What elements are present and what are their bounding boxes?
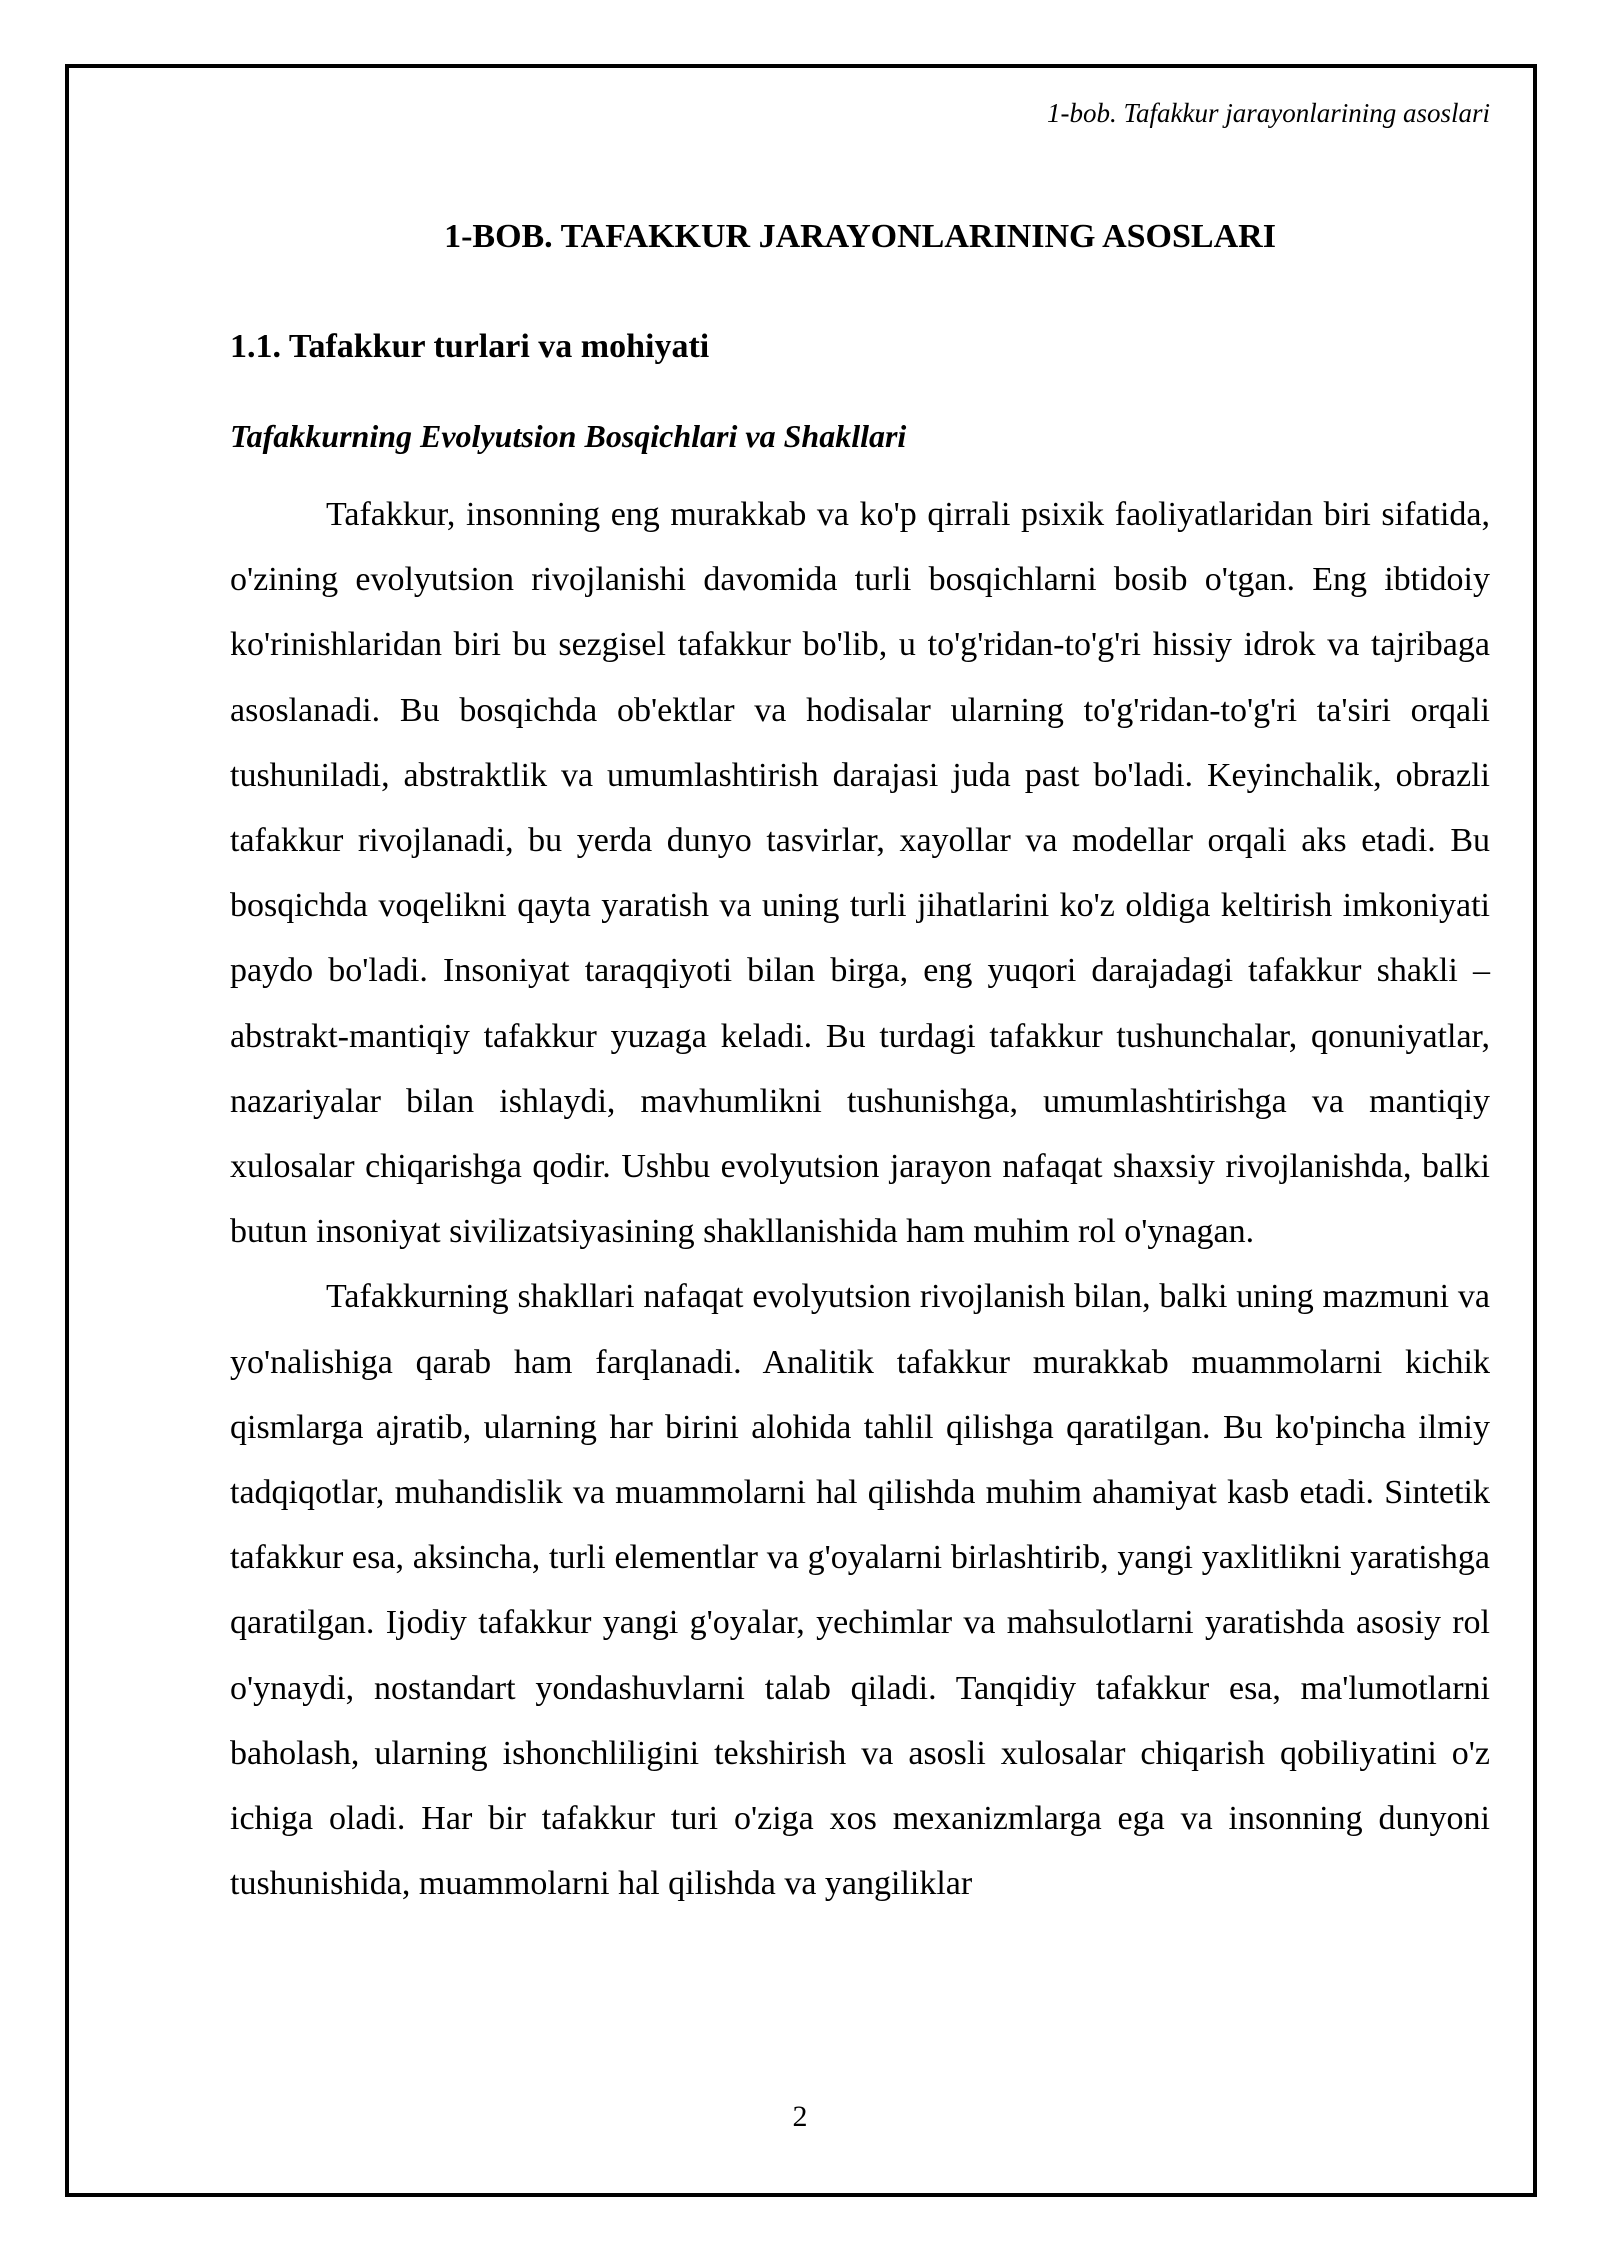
section-title: 1.1. Tafakkur turlari va mohiyati [230,328,710,365]
body-text [230,482,1490,1916]
chapter-title: 1-BOB. TAFAKKUR JARAYONLARINING ASOSLARI [444,218,1276,255]
running-header: 1-bob. Tafakkur jarayonlarining asoslari [1046,98,1490,128]
paragraph-2: Tafakkurning shakllari nafaqat evolyutsion rivojlanish bilan, balki uning mazmuni va yo'nalishiga qarab ham farqlanadi. Analitik tafakkur murakkab muammolarni kichik qismlarga ajratib, ularning har birini alohida tahlil qilishga qaratilgan. Bu ko'pincha ilmiy tadqiqotlar, muhandislik va muammolarni hal qilishda muhim ahamiyat kasb etadi. Sintetik tafakkur esa, aksincha, turli elementlar va g'oyalarni birlashtirib, yangi yaxlitlikni yaratishga qaratilgan. Ijodiy tafakkur yangi g'oyalar, yechimlar va mahsulotlarni yaratishda asosiy rol o'ynaydi, nostandart yondashuvlarni talab qiladi. Tanqidiy tafakkur esa, ma'lumotlarni baholash, ularning ishonchliligini tekshirish va asosli xulosalar chiqarish qobiliyatini o'z ichiga oladi. Har bir tafakkur turi o'ziga xos mexanizmlarga ega va insonning dunyoni tushunishida, muammolarni hal qilishda va yangiliklar [230,1278,1490,1903]
page-number: 2 [792,2100,808,2133]
subsection-title: Tafakkurning Evolyutsion Bosqichlari va Shakllari [230,418,907,454]
paragraph-1: Tafakkur, insonning eng murakkab va ko'p qirrali psixik faoliyatlaridan biri sifatida, o'zining evolyutsion rivojlanishi davomida turli bosqichlarni bosib o'tgan. Eng ibtidoiy ko'rinishlaridan biri bu sezgisel tafakkur bo'lib, u to'g'ridan-to'g'ri hissiy idrok va tajribaga asoslanadi. Bu bosqichda ob'ektlar va hodisalar ularning to'g'ridan-to'g'ri ta'siri orqali tushuniladi, abstraktlik va umumlashtirish darajasi juda past bo'ladi. Keyinchalik, obrazli tafakkur rivojlanadi, bu yerda dunyo tasvirlar, xayollar va modellar orqali aks etadi. Bu bosqichda voqelikni qayta yaratish va uning turli jihatlarini ko'z oldiga keltirish imkoniyati paydo bo'ladi. Insoniyat taraqqiyoti bilan birga, eng yuqori darajadagi tafakkur shakli – abstrakt-mantiqiy tafakkur yuzaga keladi. Bu turdagi tafakkur tushunchalar, qonuniyatlar, nazariyalar bilan ishlaydi, mavhumlikni tushunishga, umumlashtirishga va mantiqiy xulosalar chiqarishga qodir. Ushbu evolyutsion jarayon nafaqat shaxsiy rivojlanishda, balki butun insoniyat sivilizatsiyasining shakllanishida ham muhim rol o'ynagan. [230,496,1490,1251]
